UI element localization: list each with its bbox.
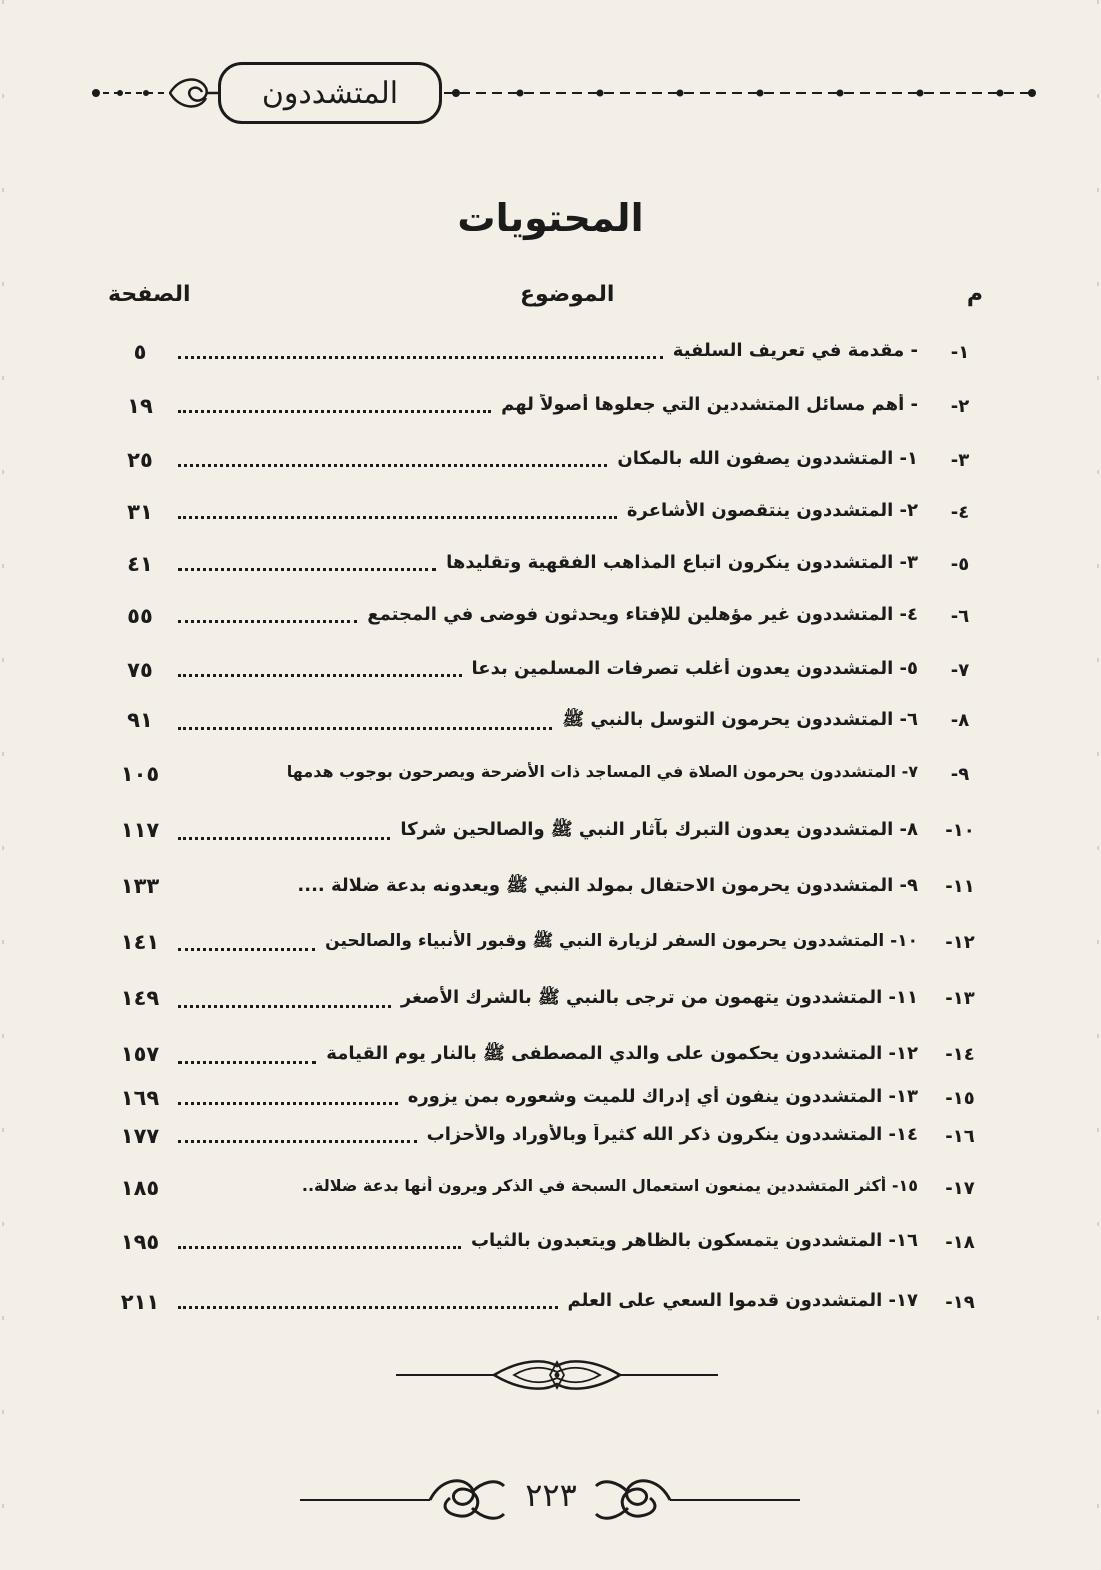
toc-entry-number: ١٣- [945,988,975,1009]
toc-entry[interactable] [100,1040,990,1076]
toc-entry-number: ٨- [950,710,970,731]
toc-entry[interactable] [100,338,990,374]
toc-entry-page: ١٩ [127,394,153,418]
toc-entry-number: ١٢- [945,932,975,953]
right-edge-marks-icon [1095,0,1101,1570]
toc-entry-topic: ١٣- المتشددون ينفون أي إدراك للميت وشعوره بمن يزوره [178,1086,918,1107]
toc-entry-topic: - أهم مسائل المتشددين التي جعلوها أصولاً لهم [178,394,918,415]
toc-entry[interactable] [100,602,990,638]
toc-entry[interactable] [100,656,990,692]
toc-entry[interactable] [100,392,990,428]
toc-entry-number: ١٧- [945,1178,975,1199]
toc-entry-number: ٩- [950,764,970,785]
toc-entry-page: ١٨٥ [120,1176,160,1200]
toc-entry-topic: ١٧- المتشددون قدموا السعي على العلم [178,1290,918,1311]
toc-entry-page: ٥٥ [127,604,153,628]
toc-entry[interactable] [100,984,990,1020]
toc-entry[interactable] [100,928,990,964]
toc-entry-topic: ٢- المتشددون ينتقصون الأشاعرة [178,500,918,521]
toc-entry[interactable] [100,1228,990,1264]
toc-entry-topic: ٣- المتشددون ينكرون اتباع المذاهب الفقهية وتقليدها [178,552,918,573]
page-title: المحتويات [457,196,644,240]
toc-entry-topic: ١٥- أكثر المتشددين يمنعون استعمال السبحة في الذكر ويرون أنها بدعة ضلالة.. [301,1176,918,1195]
toc-entry-page: ١٦٩ [120,1086,160,1110]
toc-entry-page: ١٠٥ [120,762,160,786]
toc-entry-number: ١٤- [945,1044,975,1065]
toc-entry-topic: ٤- المتشددون غير مؤهلين للإفتاء ويحدثون فوضى في المجتمع [178,604,918,625]
toc-entry-page: ١٧٧ [120,1124,160,1148]
toc-entry[interactable] [100,1084,990,1120]
column-header-number: م [966,282,983,307]
toc-entry-number: ٥- [950,554,970,575]
toc-entry-number: ١- [950,342,970,363]
toc-entry[interactable] [100,498,990,534]
page-number: ٢٢٣ [525,1476,577,1514]
toc-entry-page: ١٣٣ [120,874,160,898]
toc-entry-page: ٧٥ [127,658,153,682]
toc-entry-topic: ١١- المتشددون يتهمون من ترجى بالنبي ﷺ بالشرك الأصغر [178,986,918,1012]
toc-entry-topic: ١٤- المتشددون ينكرون ذكر الله كثيراً وبالأوراد والأحزاب [178,1124,918,1145]
toc-entry[interactable] [100,1288,990,1324]
toc-entry[interactable] [100,1122,990,1158]
toc-entry-topic: ٧- المتشددون يحرمون الصلاة في المساجد ذات الأضرحة ويصرحون بوجوب هدمها [286,762,918,781]
toc-entry[interactable] [100,1174,990,1210]
toc-entry[interactable] [100,550,990,586]
toc-entry-number: ٣- [950,450,970,471]
toc-entry-page: ٣١ [127,500,153,524]
toc-entry-number: ١٠- [945,820,975,841]
toc-entry-number: ٤- [950,502,970,523]
toc-entry-topic: ١٢- المتشددون يحكمون على والدي المصطفى ﷺ بالنار يوم القيامة [178,1042,918,1068]
toc-entry-page: ٤١ [127,552,153,576]
toc-entry-page: ١٤٩ [120,986,160,1010]
toc-entry-topic: ٨- المتشددون يعدون التبرك بآثار النبي ﷺ والصالحين شركا [178,818,918,844]
toc-entry[interactable] [100,760,990,796]
toc-entry-topic: ٩- المتشددون يحرمون الاحتفال بمولد النبي ﷺ ويعدونه بدعة ضلالة .... [297,875,918,896]
toc-entry-number: ٢- [950,396,970,417]
divider-ornament-icon [394,1352,720,1398]
toc-entry-page: ٢٥ [127,448,153,472]
toc-entry-number: ١٨- [945,1232,975,1253]
toc-entry-number: ١١- [945,876,975,897]
toc-entry-number: ١٩- [945,1292,975,1313]
toc-entry-topic: ١٦- المتشددون يتمسكون بالظاهر ويتعبدون بالثياب [178,1230,918,1251]
toc-entry-page: ١٩٥ [120,1230,160,1254]
toc-entry-topic: ٦- المتشددون يحرمون التوسل بالنبي ﷺ [178,708,918,734]
toc-entry-topic: ١٠- المتشددون يحرمون السفر لزيارة النبي ﷺ وقبور الأنبياء والصالحين [178,930,918,955]
toc-entry-page: ١١٧ [120,818,160,842]
toc-entry-page: ٢١١ [120,1290,160,1314]
toc-entry[interactable] [100,872,990,908]
toc-entry[interactable] [100,816,990,852]
toc-entry-topic: ٥- المتشددون يعدون أغلب تصرفات المسلمين بدعا [178,658,918,679]
toc-entry[interactable] [100,706,990,742]
toc-entry-number: ١٦- [945,1126,975,1147]
toc-entry-number: ٧- [950,660,970,681]
toc-entry-page: ٥ [133,340,147,364]
column-header-topic: الموضوع [520,282,615,307]
toc-entry-page: ١٥٧ [120,1042,160,1066]
running-header-title: المتشددون [218,62,442,124]
column-header-page: الصفحة [108,282,191,307]
toc-entry-topic: ١- المتشددون يصفون الله بالمكان [178,448,918,469]
left-edge-marks-icon [0,0,6,1570]
toc-entry-topic: - مقدمة في تعريف السلفية [178,340,918,361]
toc-entry-number: ١٥- [945,1088,975,1109]
toc-entry[interactable] [100,446,990,482]
toc-entry-page: ٩١ [127,708,153,732]
page-footer [300,1462,800,1532]
toc-entry-number: ٦- [950,606,970,627]
toc-entry-page: ١٤١ [120,930,160,954]
